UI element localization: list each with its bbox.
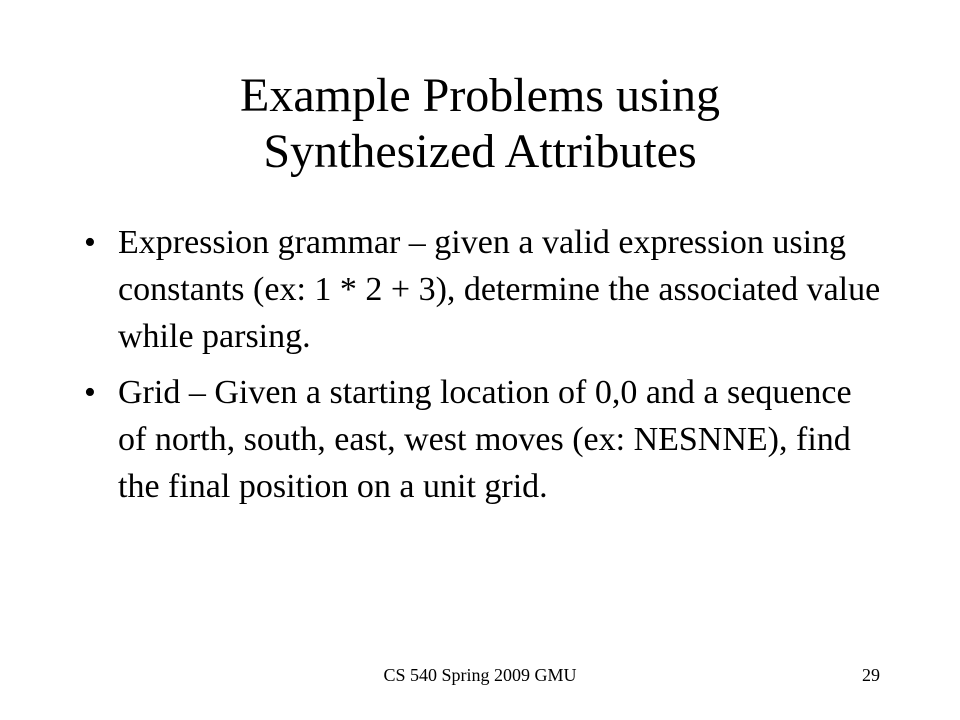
bullet-dot-icon: • (84, 224, 96, 261)
footer-course-label: CS 540 Spring 2009 GMU (383, 665, 577, 685)
page-number: 29 (862, 665, 880, 685)
bullet-text: Grid – Given a starting location of 0,0 and a sequence of north, south, east, west moves (ex: NESNNE), find the final position on a unit grid. (118, 374, 852, 505)
slide-title (80, 68, 880, 180)
bullet-list (84, 219, 884, 510)
bullet-item-grid (84, 369, 884, 510)
slide-title-line-2: Synthesized Attributes (263, 125, 697, 178)
bullet-text: Expression grammar – given a valid expression using constants (ex: 1 * 2 + 3), determine the associated value while parsing. (118, 224, 881, 355)
bullet-dot-icon: • (84, 374, 96, 411)
slide-title-line-1: Example Problems using (240, 69, 720, 122)
bullet-item-expression-grammar (84, 219, 884, 360)
